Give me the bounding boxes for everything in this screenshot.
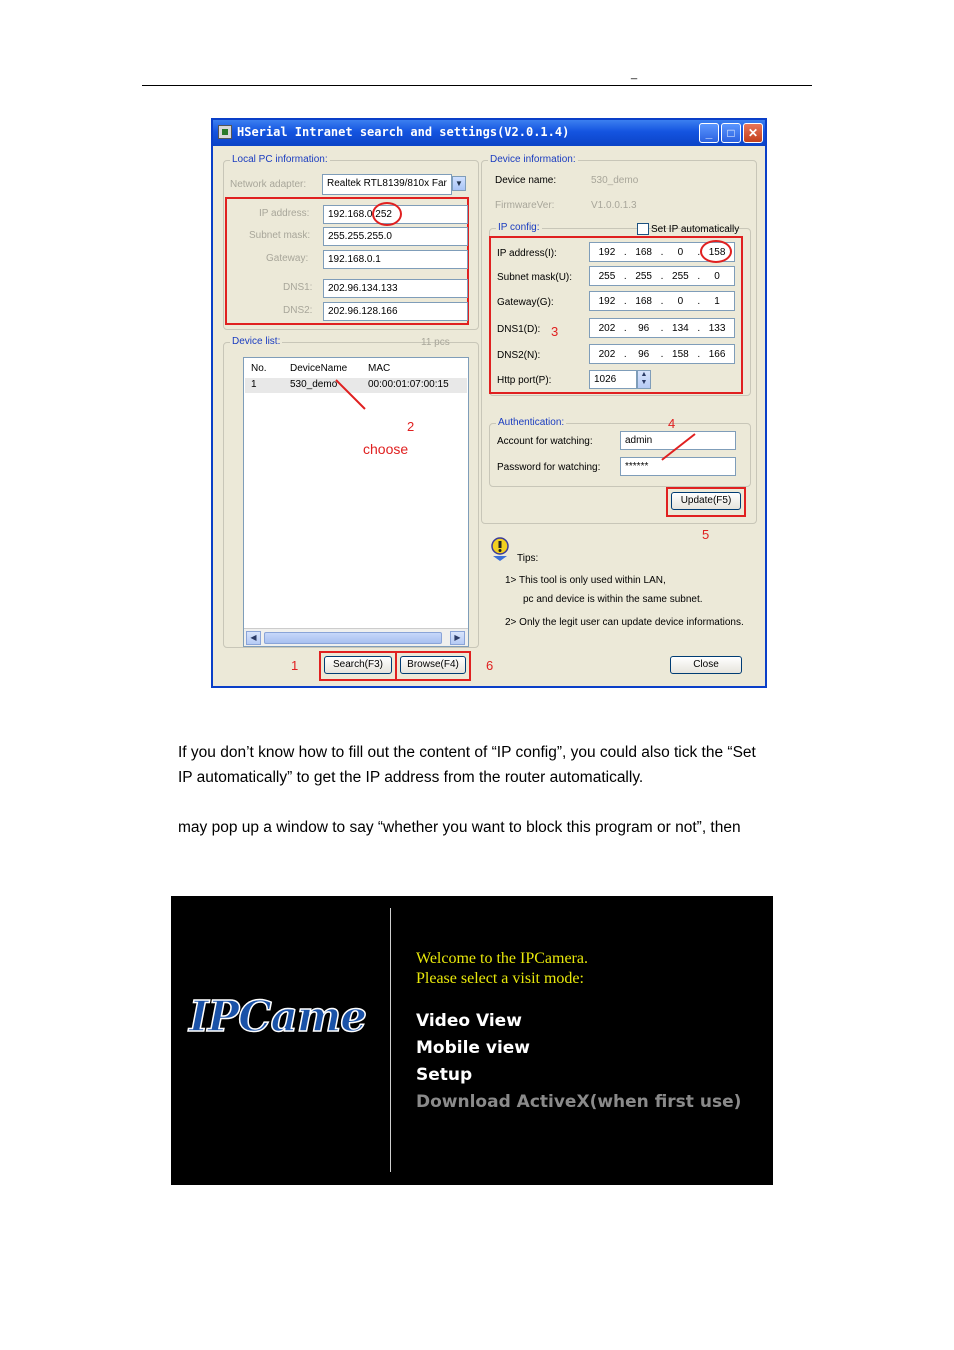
- close-button[interactable]: Close: [670, 656, 742, 674]
- search-settings-window: [211, 118, 767, 688]
- mask-octet-3: 255: [672, 270, 689, 282]
- dns2-octet-1: 202: [598, 348, 616, 360]
- row-no: 1: [251, 379, 257, 390]
- horizontal-scrollbar[interactable]: [244, 628, 468, 646]
- dns1-octet-2: 96: [638, 322, 650, 334]
- local-mask-label: Subnet mask:: [249, 230, 311, 241]
- download-activex-link[interactable]: Download ActiveX(when first use): [416, 1092, 742, 1112]
- marker-4: 4: [668, 416, 676, 431]
- local-ip-field[interactable]: 192.168.0.252: [323, 205, 468, 224]
- marker-5: 5: [702, 527, 710, 542]
- app-icon: [218, 125, 232, 139]
- device-dns1-label: DNS1(D):: [497, 324, 541, 335]
- marker-3: 3: [551, 324, 559, 339]
- account-field[interactable]: admin: [620, 431, 736, 450]
- device-gateway-field[interactable]: 192 . 168 . 0 . 1: [589, 291, 735, 311]
- password-field[interactable]: ******: [620, 457, 736, 476]
- paragraph-2-line-1: may pop up a window to say “whether you want to block this program or not”, then: [178, 819, 741, 836]
- dns1-octet-4: 133: [708, 322, 726, 334]
- row-mac: 00:00:01:07:00:15: [368, 379, 449, 390]
- tips-title: Tips:: [517, 553, 539, 564]
- tips-line-1: 1> This tool is only used within LAN,: [505, 575, 666, 586]
- device-dns2-field[interactable]: 202 . 96 . 158 . 166: [589, 344, 735, 364]
- header-mark: _: [631, 68, 638, 80]
- dns2-octet-3: 158: [672, 348, 689, 360]
- ipcamera-welcome-panel: [171, 896, 773, 1185]
- local-gateway-label: Gateway:: [266, 253, 309, 264]
- auto-ip-checkbox[interactable]: [637, 223, 649, 235]
- vertical-divider: [390, 908, 391, 1172]
- adapter-label: Network adapter:: [230, 179, 307, 190]
- local-gateway-field[interactable]: 192.168.0.1: [323, 250, 468, 269]
- ipcamera-logo: IPCame: [189, 992, 367, 1041]
- visit-mode-prompt: Please select a visit mode:: [416, 970, 584, 987]
- ip-octet-4: 158: [708, 246, 726, 258]
- firmware-label: FirmwareVer:: [495, 200, 555, 211]
- marker-6: 6: [486, 658, 494, 673]
- firmware-value: V1.0.0.1.3: [591, 200, 637, 211]
- adapter-select[interactable]: Realtek RTL8139/810x Far: [322, 174, 452, 195]
- dns2-octet-2: 96: [638, 348, 650, 360]
- auth-label: Authentication:: [498, 417, 565, 428]
- tips-bulb-icon: [489, 536, 511, 562]
- marker-1: 1: [291, 658, 299, 673]
- device-name-value: 530_demo: [591, 175, 639, 186]
- mask-octet-1: 255: [598, 270, 616, 282]
- device-name-label: Device name:: [495, 175, 557, 186]
- browse-button[interactable]: Browse(F4): [400, 656, 466, 674]
- close-window-button[interactable]: ✕: [743, 123, 763, 143]
- local-dns1-field[interactable]: 202.96.134.133: [323, 279, 468, 298]
- local-mask-field[interactable]: 255.255.255.0: [323, 227, 468, 246]
- choose-label: choose: [363, 441, 409, 457]
- local-ip-label: IP address:: [259, 208, 310, 219]
- device-dns1-field[interactable]: 202 . 96 . 134 . 133: [589, 318, 735, 338]
- device-ip-circle: [700, 240, 732, 263]
- header-rule: [142, 85, 812, 86]
- col-device-name[interactable]: DeviceName: [290, 363, 348, 374]
- gw-octet-4: 1: [714, 295, 720, 307]
- col-no[interactable]: No.: [251, 363, 267, 374]
- http-port-label: Http port(P):: [497, 375, 552, 386]
- dns2-octet-4: 166: [708, 348, 726, 360]
- password-label: Password for watching:: [497, 462, 601, 473]
- dns1-octet-3: 134: [672, 322, 689, 334]
- welcome-text: Welcome to the IPCamera.: [416, 950, 588, 967]
- table-row[interactable]: [245, 378, 467, 393]
- device-mask-label: Subnet mask(U):: [497, 272, 573, 283]
- device-dns2-label: DNS2(N):: [497, 350, 541, 361]
- local-dns2-field[interactable]: 202.96.128.166: [323, 302, 468, 321]
- tips-line-2: pc and device is within the same subnet.: [523, 594, 703, 605]
- setup-link[interactable]: Setup: [416, 1065, 473, 1085]
- scroll-thumb[interactable]: [264, 632, 442, 644]
- mask-octet-2: 255: [635, 270, 652, 282]
- tips-line-3: 2> Only the legit user can update device informations.: [505, 617, 744, 628]
- device-ip-label: IP address(I):: [497, 248, 557, 259]
- marker-2: 2: [407, 419, 415, 434]
- local-pc-label: Local PC information:: [232, 154, 328, 165]
- row-name: 530_demo: [290, 379, 338, 390]
- minimize-button[interactable]: _: [699, 123, 719, 143]
- gw-octet-2: 168: [635, 295, 652, 307]
- paragraph-1-line-1: If you don’t know how to fill out the content of “IP config”, you could also tick the “Set: [178, 744, 756, 761]
- col-mac[interactable]: MAC: [368, 363, 391, 374]
- device-count: 11 pcs: [421, 337, 450, 348]
- maximize-button[interactable]: □: [721, 123, 741, 143]
- ip-config-label: IP config:: [498, 222, 540, 233]
- window-title: HSerial Intranet search and settings(V2.0.1.4): [237, 125, 570, 139]
- search-button[interactable]: Search(F3): [324, 656, 392, 674]
- mobile-view-link[interactable]: Mobile view: [416, 1038, 531, 1058]
- device-mask-field[interactable]: 255 . 255 . 255 . 0: [589, 266, 735, 286]
- ip-octet-3: 0: [677, 246, 684, 258]
- local-dns2-label: DNS2:: [283, 305, 313, 316]
- gw-octet-3: 0: [677, 295, 684, 307]
- account-label: Account for watching:: [497, 436, 593, 447]
- port-spinner-icon[interactable]: ▲ ▼: [637, 370, 651, 389]
- scroll-left-icon[interactable]: ◀: [246, 631, 261, 645]
- local-dns1-label: DNS1:: [283, 282, 313, 293]
- ip-octet-1: 192: [598, 246, 616, 258]
- device-info-label: Device information:: [490, 154, 576, 165]
- paragraph-1-line-2: IP automatically” to get the IP address from the router automatically.: [178, 769, 644, 786]
- dns1-octet-1: 202: [598, 322, 616, 334]
- scroll-right-icon[interactable]: ▶: [450, 631, 465, 645]
- gw-octet-1: 192: [598, 295, 616, 307]
- update-button[interactable]: Update(F5): [671, 492, 741, 510]
- local-ip-circle: [372, 202, 402, 226]
- auto-ip-label[interactable]: Set IP automatically: [651, 224, 740, 235]
- device-list-label: Device list:: [232, 336, 281, 347]
- device-gateway-label: Gateway(G):: [497, 297, 554, 308]
- video-view-link[interactable]: Video View: [416, 1011, 522, 1031]
- title-bar: [213, 120, 765, 146]
- device-ip-field[interactable]: 192 . 168 . 0 . 158: [589, 242, 735, 262]
- ip-octet-2: 168: [635, 246, 652, 258]
- mask-octet-4: 0: [714, 270, 720, 282]
- chevron-down-icon[interactable]: ▼: [452, 176, 466, 191]
- http-port-field[interactable]: 1026: [589, 370, 637, 389]
